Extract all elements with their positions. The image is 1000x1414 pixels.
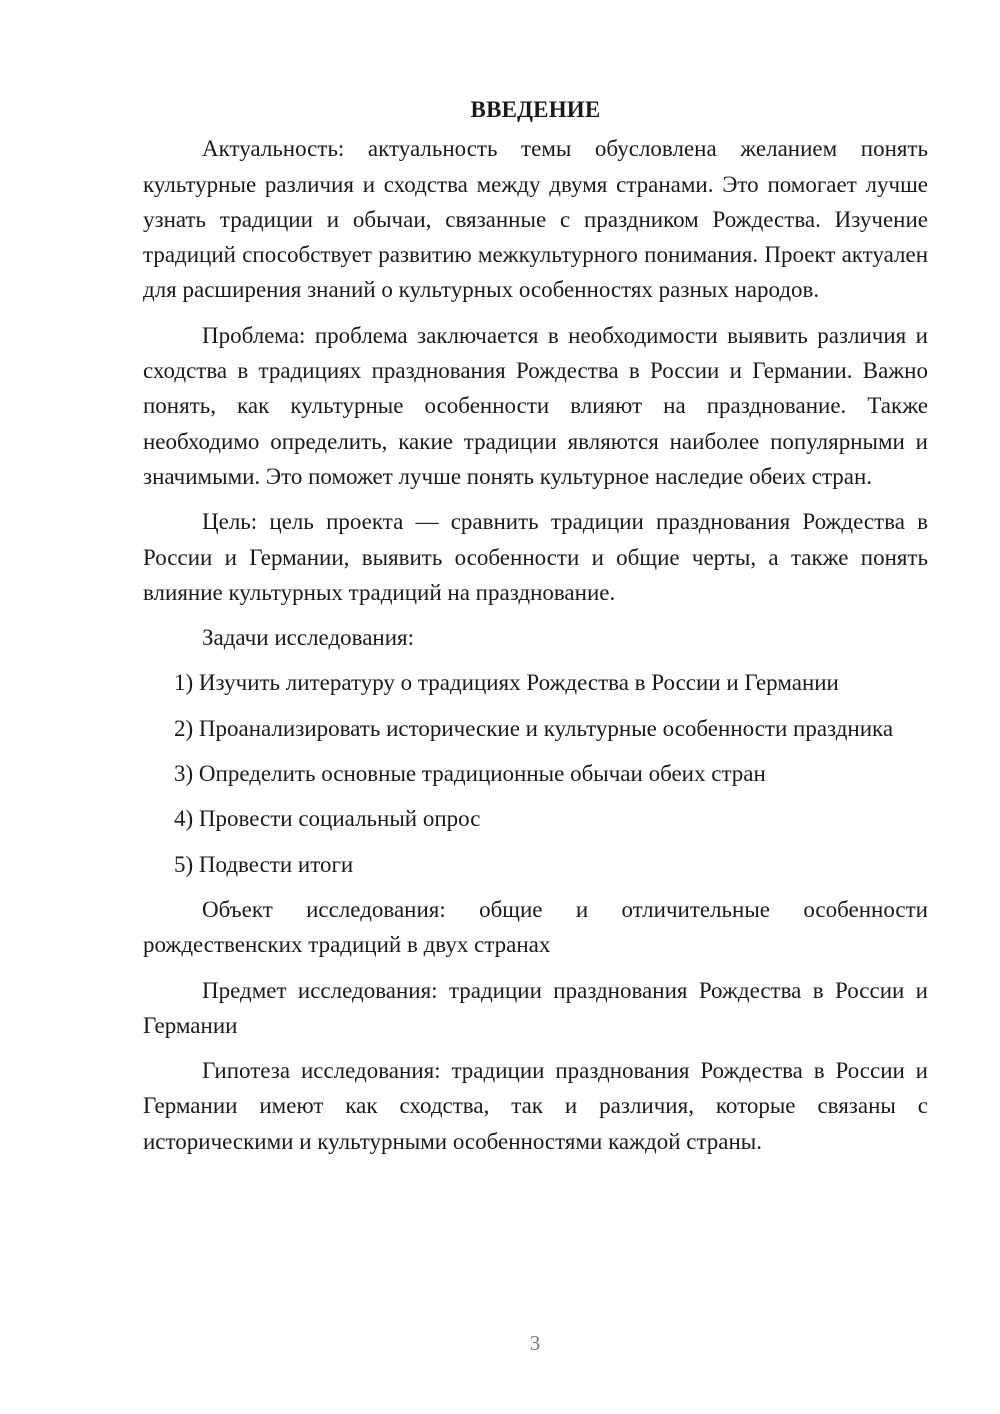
task-item: 3) Определить основные традиционные обычаи обеих стран [174,761,766,787]
object-paragraph: Объект исследования: общие и отличительные особенности рождественских традиций в двух странах [143,896,928,958]
tasks-title: Задачи исследования: [202,625,415,651]
section-heading: ВВЕДЕНИЕ [470,97,601,122]
relevance-paragraph: Актуальность: актуальность темы обусловлена желанием понять культурные различия и сходства между двумя странами. Это помогает лучше узнать традиции и обычаи, связанные с праздником Рождества. Изучение традиций способствует развитию межкультурного понимания. Проект актуален для расширения знаний о культурных особенностях разных народов. [143,136,928,303]
task-item: 4) Провести социальный опрос [174,806,481,832]
page-number: 3 [529,1331,541,1355]
goal-paragraph: Цель: цель проекта — сравнить традиции празднования Рождества в России и Германии, выявить особенности и общие черты, а также понять влияние культурных традиций на празднование. [143,509,928,605]
task-item: 5) Подвести итоги [174,851,354,877]
page-content [143,92,928,1169]
task-item: 2) Проанализировать исторические и культурные особенности праздника [174,715,894,741]
subject-paragraph: Предмет исследования: традиции празднования Рождества в России и Германии [143,977,928,1038]
hypothesis-paragraph: Гипотеза исследования: традиции празднования Рождества в России и Германии имеют как сходства, так и различия, которые связаны с историческими и культурными особенностями каждой страны. [143,1058,928,1154]
task-item: 1) Изучить литературу о традициях Рождества в России и Германии [174,670,839,696]
problem-paragraph: Проблема: проблема заключается в необходимости выявить различия и сходства в традициях празднования Рождества в России и Германии. Важно понять, как культурные особенности влияют на празднование. Также необходимо определить, какие традиции являются наиболее популярными и значимыми. Это поможет лучше понять культурное наследие обеих стран. [143,322,928,489]
